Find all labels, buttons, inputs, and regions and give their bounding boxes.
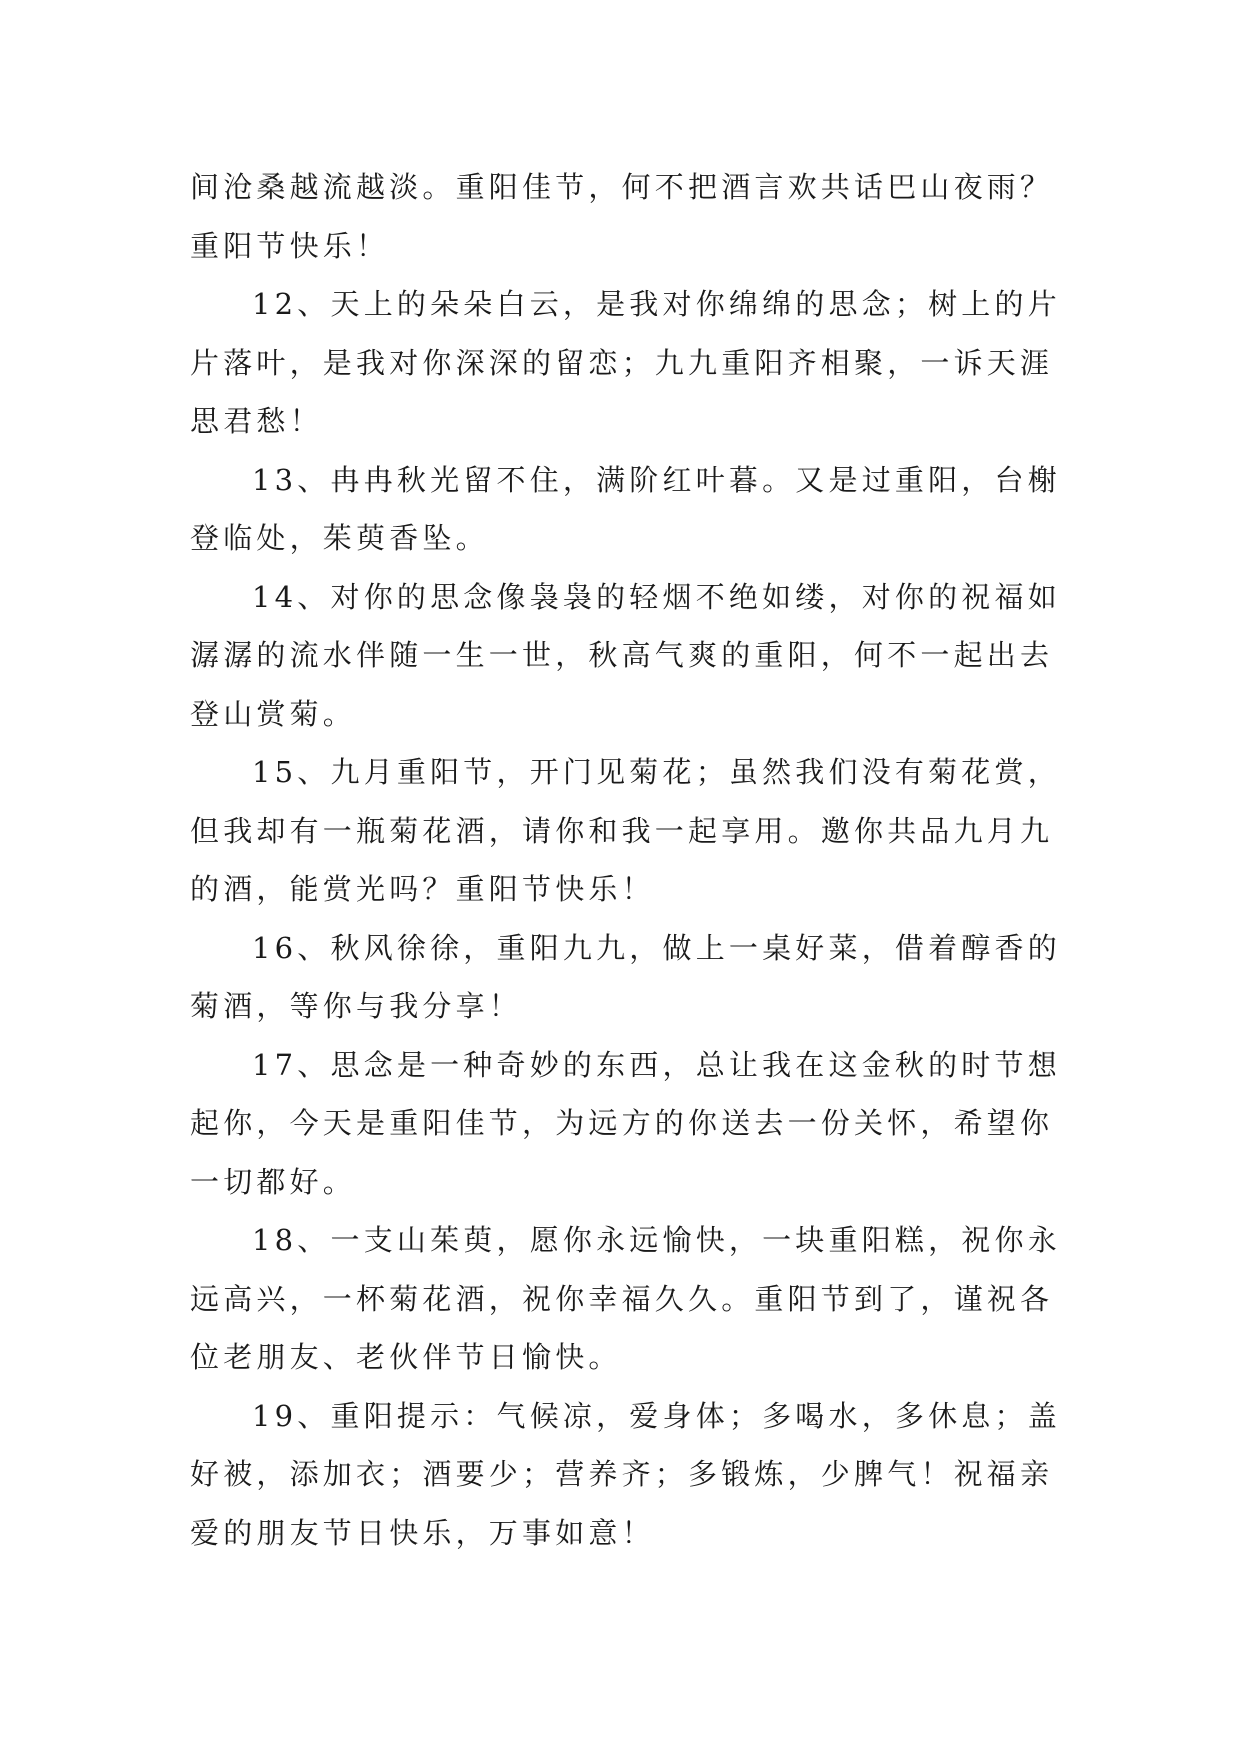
text-line: 16、秋风徐徐，重阳九九，做上一桌好菜，借着醇香的 <box>252 930 1061 965</box>
paragraph-16 <box>190 919 1070 1036</box>
text-line: 片落叶，是我对你深深的留恋；九九重阳齐相聚，一诉天涯 <box>190 345 1054 380</box>
text-line: 好被，添加衣；酒要少；营养齐；多锻炼，少脾气！祝福亲 <box>190 1457 1054 1491</box>
paragraph-14 <box>190 568 1070 744</box>
text-line: 12、天上的朵朵白云，是我对你绵绵的思念；树上的片 <box>252 287 1061 321</box>
text-line: 登临处，茱萸香坠。 <box>190 521 489 555</box>
text-line: 间沧桑越流越淡。重阳佳节，何不把酒言欢共话巴山夜雨？ <box>190 170 1054 204</box>
paragraph-19 <box>190 1387 1070 1563</box>
text-line: 登山赏菊。 <box>190 696 357 731</box>
text-line: 重阳节快乐！ <box>190 228 390 263</box>
text-line: 起你，今天是重阳佳节，为远方的你送去一份关怀，希望你 <box>190 1106 1054 1140</box>
document-body <box>190 158 1070 1562</box>
paragraph-13 <box>190 451 1070 568</box>
text-line: 远高兴，一杯菊花酒，祝你幸福久久。重阳节到了，谨祝各 <box>190 1281 1054 1316</box>
text-line: 潺潺的流水伴随一生一世，秋高气爽的重阳，何不一起出去 <box>190 638 1054 672</box>
text-line: 15、九月重阳节，开门见菊花；虽然我们没有菊花赏， <box>252 755 1061 789</box>
text-line: 菊酒，等你与我分享！ <box>190 989 523 1023</box>
text-line: 位老朋友、老伙伴节日愉快。 <box>190 1340 622 1374</box>
paragraph-18 <box>190 1211 1070 1387</box>
text-line: 18、一支山茱萸，愿你永远愉快，一块重阳糕，祝你永 <box>252 1223 1061 1257</box>
text-line: 17、思念是一种奇妙的东西，总让我在这金秋的时节想 <box>252 1047 1061 1082</box>
text-line: 19、重阳提示：气候凉，爱身体；多喝水，多休息；盖 <box>252 1398 1061 1433</box>
text-line: 但我却有一瓶菊花酒，请你和我一起享用。邀你共品九月九 <box>190 813 1054 848</box>
paragraph-12 <box>190 275 1070 451</box>
text-line: 一切都好。 <box>190 1164 357 1199</box>
text-line: 的酒，能赏光吗？重阳节快乐！ <box>190 872 655 906</box>
paragraph-15 <box>190 743 1070 919</box>
text-line: 13、冉冉秋光留不住，满阶红叶暮。又是过重阳，台榭 <box>252 462 1061 497</box>
paragraph-continuation <box>190 158 1070 275</box>
text-line: 思君愁！ <box>190 404 323 438</box>
text-line: 14、对你的思念像袅袅的轻烟不绝如缕，对你的祝福如 <box>252 579 1061 614</box>
paragraph-17 <box>190 1036 1070 1212</box>
text-line: 爱的朋友节日快乐，万事如意！ <box>190 1515 655 1550</box>
